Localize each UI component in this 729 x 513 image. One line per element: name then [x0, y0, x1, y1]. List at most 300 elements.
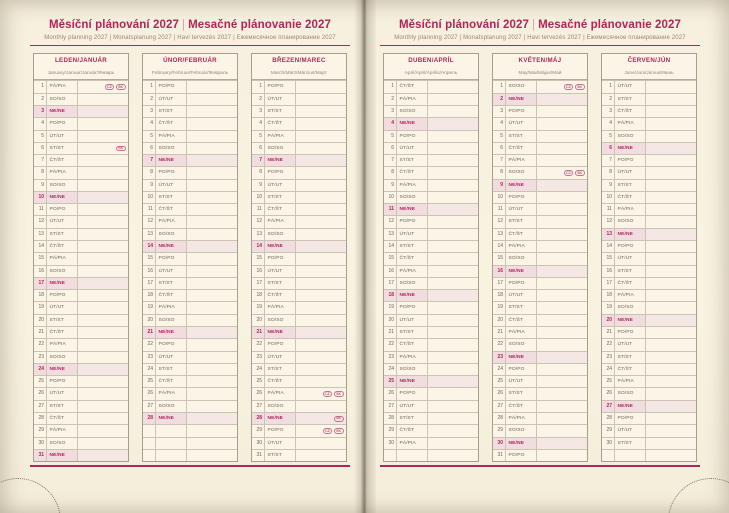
day-number: 1 [252, 81, 265, 92]
day-row [143, 130, 237, 142]
day-abbreviation: ST/ST [615, 180, 646, 191]
day-row [34, 412, 128, 424]
day-abbreviation: NE/NE [265, 413, 296, 424]
day-row [34, 142, 128, 154]
day-row [252, 105, 346, 117]
day-number: 23 [143, 352, 156, 363]
notes-cell [187, 327, 237, 338]
day-row [252, 130, 346, 142]
page-title [20, 19, 360, 31]
notes-cell [428, 278, 478, 289]
notes-cell [78, 94, 128, 105]
day-row [493, 412, 587, 424]
months-grid [370, 53, 710, 462]
notes-cell [646, 106, 696, 117]
holiday-badge-cz: CZ [323, 391, 333, 397]
day-number: 17 [34, 278, 47, 289]
day-abbreviation: ST/ST [47, 143, 78, 154]
notes-cell [78, 376, 128, 387]
notes-cell [296, 364, 346, 375]
day-abbreviation: PO/PO [506, 192, 537, 203]
day-abbreviation: NE/NE [506, 352, 537, 363]
title-separator: | [182, 19, 186, 31]
day-row [143, 289, 237, 301]
notes-cell [428, 376, 478, 387]
day-row [143, 424, 237, 436]
day-abbreviation: NE/NE [265, 241, 296, 252]
notes-cell [296, 315, 346, 326]
day-row [34, 338, 128, 350]
page-title [370, 19, 710, 31]
day-abbreviation: SO/SO [156, 229, 187, 240]
day-abbreviation: ST/ST [265, 106, 296, 117]
day-number: 24 [493, 364, 506, 375]
day-number: 20 [384, 315, 397, 326]
day-abbreviation: ČT/ŠT [397, 167, 428, 178]
day-row [143, 449, 237, 461]
day-number: 2 [252, 94, 265, 105]
day-number: 20 [602, 315, 615, 326]
day-number: 20 [143, 315, 156, 326]
notes-cell [537, 81, 587, 92]
day-abbreviation [397, 450, 428, 461]
day-number: 17 [252, 278, 265, 289]
notes-cell [646, 327, 696, 338]
notes-cell [78, 167, 128, 178]
notes-cell [296, 81, 346, 92]
month-languages: March/März/Március/Март [252, 68, 346, 80]
day-number: 8 [34, 167, 47, 178]
notes-cell [428, 339, 478, 350]
notes-cell [296, 204, 346, 215]
day-number: 18 [34, 290, 47, 301]
day-number: 31 [493, 450, 506, 461]
notes-cell [296, 376, 346, 387]
day-number: 4 [34, 118, 47, 129]
day-row [34, 93, 128, 105]
day-number: 24 [34, 364, 47, 375]
day-number: 1 [34, 81, 47, 92]
day-number [143, 425, 156, 436]
notes-cell [428, 131, 478, 142]
day-row [34, 166, 128, 178]
notes-cell [296, 131, 346, 142]
holiday-badge-cz: CZ [564, 84, 574, 90]
notes-cell [78, 106, 128, 117]
month-name: DUBEN/APRÍL [408, 57, 454, 65]
day-number: 26 [34, 388, 47, 399]
day-abbreviation: ÚT/UT [47, 302, 78, 313]
day-row [143, 387, 237, 399]
day-row [493, 191, 587, 203]
notes-cell [187, 290, 237, 301]
notes-cell [187, 401, 237, 412]
day-number: 6 [143, 143, 156, 154]
day-abbreviation: PO/PO [265, 425, 296, 436]
day-abbreviation: SO/SO [265, 143, 296, 154]
day-number: 19 [384, 302, 397, 313]
day-number: 22 [602, 339, 615, 350]
day-row [384, 80, 478, 92]
day-abbreviation: SO/SO [265, 401, 296, 412]
notes-cell [187, 376, 237, 387]
notes-cell [646, 192, 696, 203]
notes-cell [646, 425, 696, 436]
day-number: 2 [34, 94, 47, 105]
footer-rule [30, 465, 350, 466]
holiday-badge-cz: CZ [323, 428, 333, 434]
day-row [252, 363, 346, 375]
day-number: 16 [143, 266, 156, 277]
day-abbreviation: NE/NE [506, 94, 537, 105]
day-number: 4 [252, 118, 265, 129]
day-number: 9 [34, 180, 47, 191]
day-number: 24 [602, 364, 615, 375]
day-number: 20 [493, 315, 506, 326]
day-abbreviation: NE/NE [265, 327, 296, 338]
notes-cell [78, 229, 128, 240]
day-row [252, 289, 346, 301]
day-abbreviation: ST/ST [265, 278, 296, 289]
day-number: 10 [602, 192, 615, 203]
day-row [493, 130, 587, 142]
day-row [493, 289, 587, 301]
notes-cell [187, 106, 237, 117]
holiday-badge-sk: SK [575, 170, 585, 176]
notes-cell [187, 413, 237, 424]
day-number: 8 [384, 167, 397, 178]
day-number: 25 [602, 376, 615, 387]
day-number: 18 [602, 290, 615, 301]
notes-cell [78, 241, 128, 252]
day-number: 6 [34, 143, 47, 154]
day-number: 4 [143, 118, 156, 129]
notes-cell [296, 327, 346, 338]
day-row [252, 351, 346, 363]
day-abbreviation: SO/SO [397, 106, 428, 117]
day-row [493, 301, 587, 313]
day-number: 7 [384, 155, 397, 166]
day-row [493, 326, 587, 338]
day-row [252, 424, 346, 436]
notes-cell [187, 167, 237, 178]
day-number: 16 [493, 266, 506, 277]
notes-cell [428, 352, 478, 363]
day-abbreviation: ÚT/UT [615, 339, 646, 350]
notes-cell [537, 315, 587, 326]
day-abbreviation: ÚT/UT [156, 180, 187, 191]
day-number: 18 [252, 290, 265, 301]
title-separator: | [532, 19, 536, 31]
day-abbreviation: ST/ST [615, 438, 646, 449]
day-abbreviation: PÁ/PIA [156, 302, 187, 313]
day-number: 24 [384, 364, 397, 375]
day-number: 15 [34, 253, 47, 264]
day-number: 23 [34, 352, 47, 363]
day-abbreviation: ČT/ŠT [265, 290, 296, 301]
day-abbreviation: SO/SO [47, 438, 78, 449]
day-abbreviation: PO/PO [397, 302, 428, 313]
day-abbreviation: ST/ST [615, 352, 646, 363]
day-abbreviation [156, 438, 187, 449]
page-subtitle: Monthly planning 2027 | Monatsplanung 2027 | Havi tervezés 2027 | Ежемесячное планирование 2027 [44, 35, 336, 41]
day-abbreviation: ÚT/UT [615, 253, 646, 264]
day-abbreviation: NE/NE [47, 364, 78, 375]
day-number: 5 [252, 131, 265, 142]
notes-cell [296, 302, 346, 313]
day-abbreviation: PO/PO [615, 155, 646, 166]
day-row [384, 387, 478, 399]
day-row [384, 240, 478, 252]
day-row [34, 203, 128, 215]
day-abbreviation: ČT/ŠT [615, 192, 646, 203]
day-row [34, 301, 128, 313]
day-abbreviation [156, 450, 187, 461]
notes-cell [78, 81, 128, 92]
day-number: 26 [143, 388, 156, 399]
notes-cell [187, 253, 237, 264]
notes-cell [646, 155, 696, 166]
notes-cell [428, 413, 478, 424]
day-row [602, 191, 696, 203]
notes-cell [78, 180, 128, 191]
day-number: 10 [252, 192, 265, 203]
day-abbreviation: ST/ST [156, 364, 187, 375]
day-row [384, 351, 478, 363]
notes-cell [537, 180, 587, 191]
day-row [143, 179, 237, 191]
day-number: 27 [384, 401, 397, 412]
day-number: 8 [252, 167, 265, 178]
month-table-march [251, 53, 347, 462]
day-abbreviation: PO/PO [156, 81, 187, 92]
day-abbreviation: ČT/ŠT [615, 364, 646, 375]
day-abbreviation: SO/SO [506, 253, 537, 264]
day-abbreviation: ST/ST [506, 388, 537, 399]
day-number: 11 [252, 204, 265, 215]
day-row [252, 166, 346, 178]
notes-cell [537, 327, 587, 338]
day-row [252, 338, 346, 350]
day-row [143, 351, 237, 363]
day-row [384, 314, 478, 326]
day-row [252, 449, 346, 461]
notes-cell [646, 352, 696, 363]
day-number: 22 [34, 339, 47, 350]
page-title-czech: Měsíční plánování 2027 [398, 19, 529, 31]
day-number: 26 [384, 388, 397, 399]
month-languages: February/Februar/Február/Февраль [143, 68, 237, 80]
day-abbreviation: SO/SO [615, 216, 646, 227]
day-number: 23 [384, 352, 397, 363]
notes-cell [187, 81, 237, 92]
notes-cell [537, 94, 587, 105]
day-row [252, 215, 346, 227]
day-abbreviation: NE/NE [506, 438, 537, 449]
day-abbreviation: ÚT/UT [47, 216, 78, 227]
month-table-january [33, 53, 129, 462]
holiday-badge-cz: CZ [564, 170, 574, 176]
notes-cell [296, 216, 346, 227]
day-abbreviation: ÚT/UT [47, 388, 78, 399]
day-number: 19 [493, 302, 506, 313]
notes-cell [78, 413, 128, 424]
notes-cell [187, 388, 237, 399]
notes-cell [537, 352, 587, 363]
day-abbreviation: PO/PO [506, 278, 537, 289]
day-abbreviation: ČT/ŠT [265, 204, 296, 215]
day-number: 15 [252, 253, 265, 264]
day-abbreviation: PO/PO [156, 167, 187, 178]
day-row [143, 203, 237, 215]
day-row [602, 277, 696, 289]
day-abbreviation: PÁ/PIA [615, 204, 646, 215]
day-abbreviation: ST/ST [397, 241, 428, 252]
day-number: 25 [384, 376, 397, 387]
notes-cell [537, 438, 587, 449]
header-rule [380, 45, 700, 46]
day-row [34, 252, 128, 264]
day-number: 2 [143, 94, 156, 105]
day-abbreviation: ST/ST [506, 216, 537, 227]
day-abbreviation: ST/ST [156, 106, 187, 117]
day-row [252, 179, 346, 191]
notes-cell [646, 266, 696, 277]
day-row [34, 400, 128, 412]
day-abbreviation: ČT/ŠT [156, 204, 187, 215]
notes-cell [78, 266, 128, 277]
holiday-badge-sk: SK [116, 146, 126, 152]
day-number: 30 [384, 438, 397, 449]
day-row [493, 363, 587, 375]
day-number: 17 [602, 278, 615, 289]
day-number: 13 [143, 229, 156, 240]
day-number: 14 [252, 241, 265, 252]
notes-cell [78, 253, 128, 264]
day-abbreviation: SO/SO [397, 278, 428, 289]
day-abbreviation: NE/NE [47, 192, 78, 203]
day-number: 18 [384, 290, 397, 301]
day-row [602, 387, 696, 399]
notes-cell [537, 204, 587, 215]
day-row [143, 117, 237, 129]
notes-cell [187, 364, 237, 375]
day-abbreviation: SO/SO [506, 167, 537, 178]
day-number: 15 [493, 253, 506, 264]
notes-cell [428, 155, 478, 166]
day-number: 29 [602, 425, 615, 436]
day-number: 1 [384, 81, 397, 92]
day-number: 11 [602, 204, 615, 215]
day-row [493, 240, 587, 252]
notes-cell [537, 241, 587, 252]
notes-cell [646, 118, 696, 129]
day-row [493, 351, 587, 363]
day-abbreviation: PO/PO [156, 253, 187, 264]
day-row [493, 228, 587, 240]
notes-cell [187, 192, 237, 203]
day-row [384, 363, 478, 375]
day-number: 7 [143, 155, 156, 166]
day-number: 20 [252, 315, 265, 326]
notes-cell [78, 143, 128, 154]
day-abbreviation: PÁ/PIA [506, 413, 537, 424]
day-row [34, 289, 128, 301]
notes-cell [428, 327, 478, 338]
day-row [384, 437, 478, 449]
day-number: 16 [384, 266, 397, 277]
day-number: 12 [34, 216, 47, 227]
day-row [384, 338, 478, 350]
day-abbreviation: NE/NE [397, 118, 428, 129]
day-row [493, 338, 587, 350]
day-number [384, 450, 397, 461]
notes-cell [187, 143, 237, 154]
notes-cell [428, 388, 478, 399]
month-name: BŘEZEN/MAREC [272, 57, 326, 65]
day-abbreviation: ČT/ŠT [265, 118, 296, 129]
day-row [143, 277, 237, 289]
day-row [384, 215, 478, 227]
day-abbreviation: NE/NE [397, 204, 428, 215]
day-number: 21 [493, 327, 506, 338]
day-number: 3 [143, 106, 156, 117]
notes-cell [428, 450, 478, 461]
day-number: 3 [602, 106, 615, 117]
day-abbreviation: ÚT/UT [265, 352, 296, 363]
day-abbreviation: ST/ST [397, 327, 428, 338]
day-number: 6 [252, 143, 265, 154]
day-abbreviation: ČT/ŠT [47, 155, 78, 166]
day-row [143, 301, 237, 313]
day-row [34, 437, 128, 449]
notes-cell [537, 266, 587, 277]
day-row [384, 301, 478, 313]
notes-cell [428, 180, 478, 191]
month-languages: June/Juni/Június/Июнь [602, 68, 696, 80]
day-number: 26 [252, 388, 265, 399]
day-abbreviation: NE/NE [156, 241, 187, 252]
month-table-february [142, 53, 238, 462]
month-name: LEDEN/JANUÁR [54, 57, 108, 65]
page-title-slovak: Mesačné plánovanie 2027 [538, 19, 682, 31]
notes-cell [187, 204, 237, 215]
day-row [34, 363, 128, 375]
notes-cell [646, 438, 696, 449]
day-row [252, 252, 346, 264]
day-number: 2 [493, 94, 506, 105]
day-row [384, 277, 478, 289]
day-row [384, 326, 478, 338]
day-abbreviation: PÁ/PIA [615, 118, 646, 129]
day-abbreviation: NE/NE [47, 106, 78, 117]
day-number: 9 [143, 180, 156, 191]
day-abbreviation: ÚT/UT [265, 266, 296, 277]
notes-cell [537, 302, 587, 313]
day-number: 19 [143, 302, 156, 313]
notes-cell [187, 315, 237, 326]
day-row [384, 142, 478, 154]
day-number: 10 [34, 192, 47, 203]
month-table-april [383, 53, 479, 462]
notes-cell [78, 192, 128, 203]
day-row [493, 215, 587, 227]
day-row [602, 400, 696, 412]
day-abbreviation: ČT/ŠT [156, 376, 187, 387]
day-abbreviation: ST/ST [397, 413, 428, 424]
day-number: 28 [384, 413, 397, 424]
notes-cell [187, 94, 237, 105]
